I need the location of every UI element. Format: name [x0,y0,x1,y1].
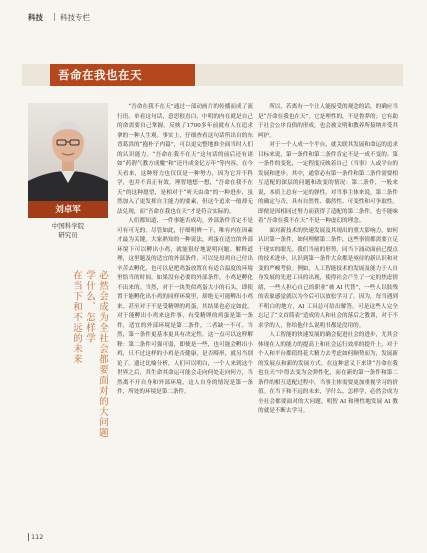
body-paragraph: 所以，若离有一个让人能接受的观念的话，的确应当是“吾命在我也在天”。它是理性的，不是鲁莽的；它有助于社会公序良俗的形成，也会被文明和教养所接纳并受其呵护。 [258,104,398,139]
footer-divider [28,533,29,541]
author-affiliation [28,222,108,240]
body-paragraph: “吾命在我不在天”通过一部动画片的传播而成了流行语。单看这句话，意思很直白，中明的内在就是自己的命需要自己掌握。反映了1700多年前就有人在追求拿的一种人生观。事实上，仔细查看这句话所出自的东晋葛洪的“抱朴子内篇”，可以更完整地准全面当时人们的认识能力。“吾命在我不在天”这句话的前后还有诸如“药谓气教方成魔”和“还丹成金亿万年”等内容。在今天看来，这种努力也仅仅是一种努力，因为它并不科学，也并不真正有效。理智地想一想，“吾命在我不在天”的这种愿望，是相对于“听天由命”的一种进步，虽然加入了更发挥自主能力的要素，但这个追求一般却无法兑现，而“吾命在我也在天”才是符合实际的。 [117,104,253,215]
pull-quote-line: 学什么、怎样学 [84,270,95,344]
affiliation-line: 研究员 [58,231,78,239]
page-number: 112 [31,533,44,541]
affiliation-line: 中国科学院 [51,222,85,230]
section-name: 科技 [28,13,43,22]
author-portrait-icon [28,103,108,201]
body-paragraph: 人工智能的快速发展的确会促进社会的进步，尤其会体现在人的能力的提高上和社会运行效率的提升上。对于个人和平台都值得花大精力去考虑如何顺势而为，发展新的发展点和新的发展方式。在这种意义下来讲“吾命在我也在天”中得去变为会弹性化，而在新的第一条件和第二条件的相互适配过程中，当事主体需要更加重视学习的价值。在当下和不远的未来，学什么、怎样学，必然会成为全社会都要面对的大问题。明智 AI 和理性地发展 AI 教的就是不断去学习。 [258,332,398,414]
body-paragraph: 对于一个人成一个平台，就关联其发展和命运的追求目标来说，第一条件和第二条件肯定不是一成不变的。第一条件的变化，一定程度反映着自己（当事）人或平台的发展和进步。其中，通常必有第一条件和第二条件需要相互适配的深层的问题和改变的情况：第二条件，一般来说，本质上总有一定的弹性。对当事主体来说，第二条件的确定与否，具有自然性、偶然性、可变性和可争取性。即便是因相同过努力而获得了适配的第二条件，也不能味着“吾命在我不在天”不是一种虚幻的理念。 [258,142,398,224]
pull-quote [48,270,108,438]
page-header [0,0,427,34]
header-divider [54,13,55,21]
pull-quote-line: 在当下和不远的未来 [71,270,82,365]
author-name: 刘卓军 [55,205,81,215]
column-name: 科技专栏 [60,13,90,22]
body-paragraph: 人们都知道，一件事能否成功，外部条件肯定不是可有可无的。尽管如此，仔细明辨一下，唯有内在因素才最为关键。大家熟知的一种说法，鸡蛋在适宜的外部环境下可以孵出小鸡，就能很好地说明问题。解释道理，这里题及的适宜的外部条件，可以是母鸡自己付出辛苦去孵化，也可以是把鸡蛋放置在有适合温度的环境里恰当的时间。如果没有必要的外部条件，小鸡是孵化不出来的。当然，对于一块类似鸡蛋大小的石头，即使置于能孵化出小鸡的同样环境里，却绝无可能孵出小鸡来。甚至对于不是受精卵的鸡蛋，其结果也必定如此。对于能孵出小鸡来这件事，有受精卵的鸡蛋是第一条件，适宜的外部环境是第二条件，二者缺一不可。当然，第一条件更基本更具有决定性，这一点可以这样解释：第二条件可强可弱，即便是一些，也可能会孵出小鸡，只不过这样的小鸡是否健康，是否畸形，就另当别论了。遗过比喻分析，人们可以明白，一个人来到这个世界之后，其生命其命运可能会走向何处走向何方，当然离不开自身和外部环境，这人自身的情况是第一条件，所处的环境是第二条件。 [117,218,253,395]
article-title: 吾命在我也在天 [58,68,142,82]
body-column-2 [258,103,398,523]
pull-quote-line: 必然会成为全社会都要面对的大问题 [97,270,108,438]
author-photo [28,103,108,201]
body-column-1 [117,103,253,523]
body-paragraph: 面对新技术的快速发展及其现出的重大影响力，如何认识第一条件，如何理解第二条件，这些事情都需要立足于现实的眼光。我们当前的形势，同当下涌动面前已提点的技术进步，认识到第一条件大众都是亟待的新认识和对变的严峻考验。例如，人工智能技术的发展及能力于人自身发展的先进工具的出现，使得社会产生了一定的焦虑情绪，一些人担心自己的职业“被 AI 代替”，一些人以肢残的表象感觉就以为今后可以放松学习了。因为，每当遇到不明白的地方，AI 工具总可给出解答。可是这些人完全忘记了“文首简表”造成的人和社会的落后之教训，对于不求学的人，你给他什么说明书都是没用的。 [258,227,398,329]
